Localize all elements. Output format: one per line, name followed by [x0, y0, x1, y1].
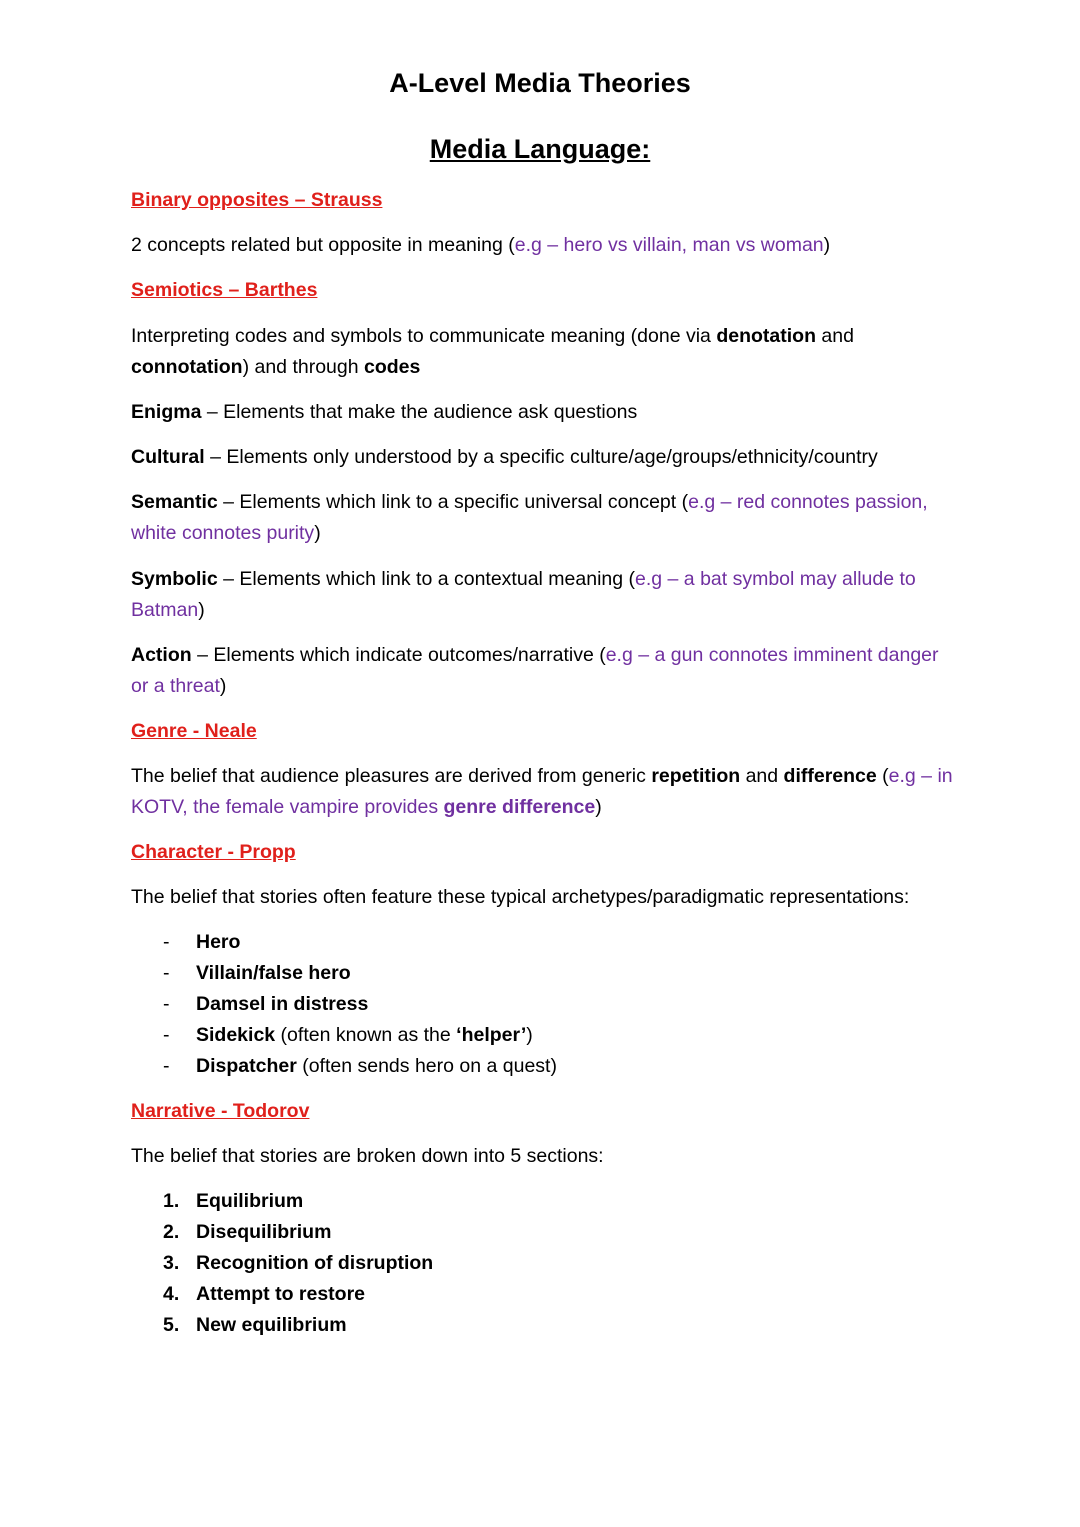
code-symbolic: Symbolic – Elements which link to a contextual meaning (e.g – a bat symbol may allude to Batman) — [131, 568, 916, 621]
narrative-list: 1. Equilibrium 2. Disequilibrium 3. Recognition of disruption 4. Attempt to restore 5. New equilibrium — [163, 1190, 434, 1336]
narrative-description: The belief that stories are broken down into 5 sections: — [131, 1145, 604, 1167]
heading-character: Character - Propp — [131, 841, 296, 863]
section-title: Media Language: — [429, 134, 651, 164]
semiotics-description: Interpreting codes and symbols to communicate meaning (done via denotation and connotation) and through codes — [131, 325, 854, 378]
code-enigma: Enigma – Elements that make the audience ask questions — [131, 401, 638, 423]
character-description: The belief that stories often feature these typical archetypes/paradigmatic representations: — [131, 886, 910, 908]
heading-binary-opposites: Binary opposites – Strauss — [131, 189, 383, 211]
heading-narrative: Narrative - Todorov — [131, 1100, 310, 1122]
character-list: - Hero - Villain/false hero - Damsel in distress - Sidekick (often known as the ‘helper’) - Dispatcher (often sends hero on a quest) — [163, 931, 557, 1077]
code-action: Action – Elements which indicate outcomes/narrative (e.g – a gun connotes imminent danger or a threat) — [131, 644, 939, 697]
page-title: A-Level Media Theories — [389, 68, 691, 98]
heading-semiotics: Semiotics – Barthes — [131, 279, 318, 301]
code-semantic: Semantic – Elements which link to a specific universal concept (e.g – red connotes passion, white connotes purity) — [131, 491, 928, 544]
binary-description: 2 concepts related but opposite in meaning (e.g – hero vs villain, man vs woman) — [131, 234, 831, 256]
heading-genre: Genre - Neale — [131, 720, 257, 742]
code-cultural: Cultural – Elements only understood by a specific culture/age/groups/ethnicity/country — [131, 446, 878, 468]
genre-description: The belief that audience pleasures are derived from generic repetition and difference (e.g – in KOTV, the female vampire provides genre difference) — [131, 765, 953, 818]
